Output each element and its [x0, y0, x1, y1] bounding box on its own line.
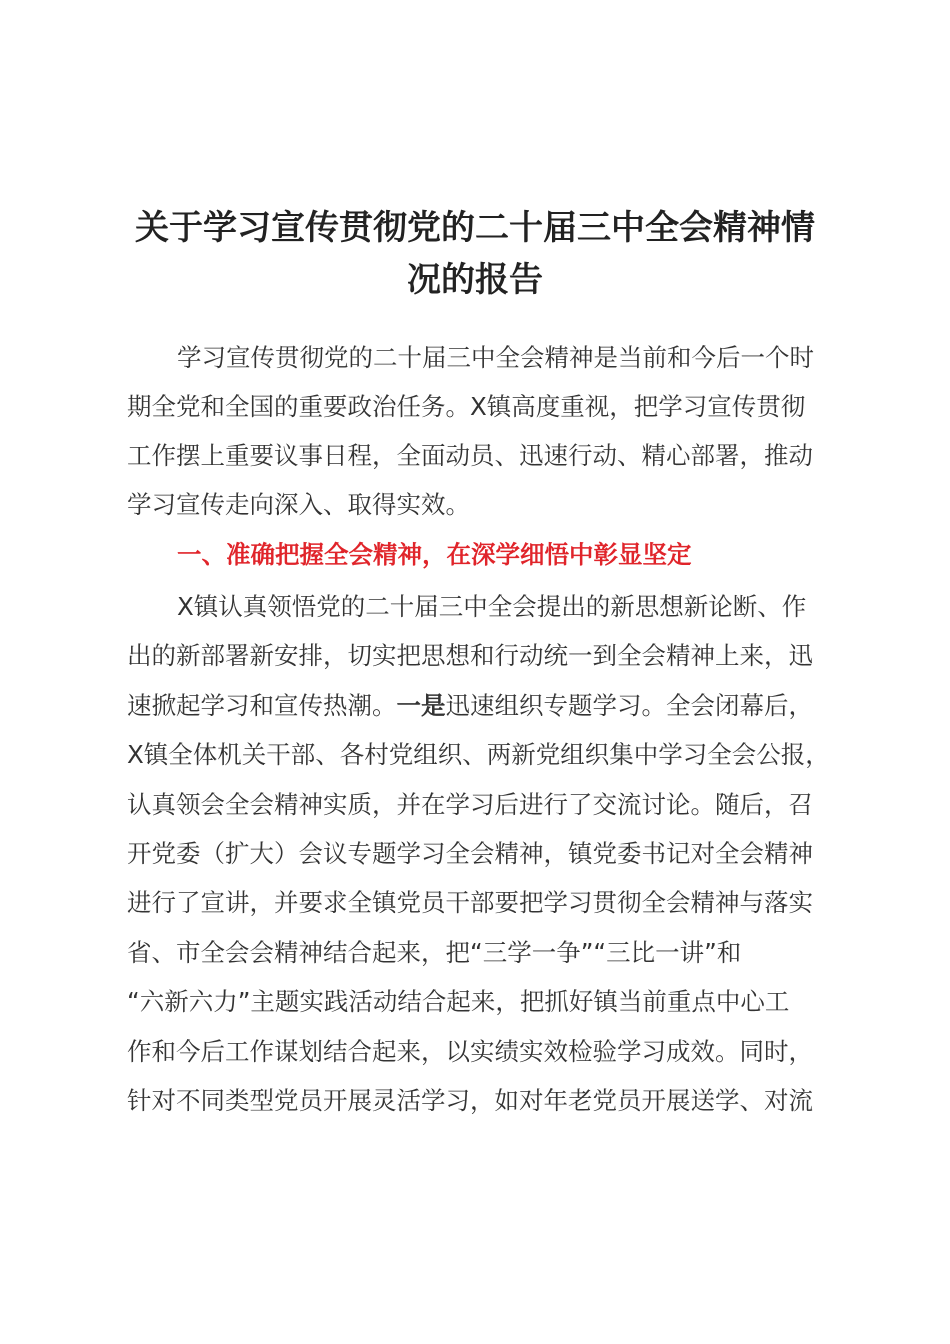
- document-title-line-2: 况的报告: [407, 260, 543, 300]
- section-1-line-4: X镇全体机关干部、各村党组织、两新党组织集中学习全会公报，: [127, 740, 830, 769]
- section-1-line-6: 开党委（扩大）会议专题学习全会精神，镇党委书记对全会精神: [127, 839, 813, 868]
- section-1-line-3-pre: 速掀起学习和宣传热潮。: [127, 691, 397, 720]
- document-title-line-1: 关于学习宣传贯彻党的二十届三中全会精神情: [135, 208, 815, 248]
- intro-line-4: 学习宣传走向深入、取得实效。: [127, 490, 470, 519]
- section-1-line-11: 针对不同类型党员开展灵活学习，如对年老党员开展送学、对流: [127, 1086, 813, 1115]
- intro-line-2: 期全党和全国的重要政治任务。X镇高度重视，把学习宣传贯彻: [127, 392, 806, 421]
- section-1-line-3-post: 迅速组织专题学习。全会闭幕后，: [445, 691, 813, 720]
- section-1-line-5: 认真领会全会精神实质，并在学习后进行了交流讨论。随后，召: [127, 790, 813, 819]
- section-1-line-2: 出的新部署新安排，切实把思想和行动统一到全会精神上来，迅: [127, 641, 813, 670]
- section-1-heading: 一、准确把握全会精神，在深学细悟中彰显坚定: [177, 540, 692, 569]
- section-1-line-3-bold: 一是: [396, 691, 446, 720]
- intro-line-3: 工作摆上重要议事日程，全面动员、迅速行动、精心部署，推动: [127, 441, 813, 470]
- intro-line-1: 学习宣传贯彻党的二十届三中全会精神是当前和今后一个时: [177, 343, 814, 372]
- section-1-line-1: X镇认真领悟党的二十届三中全会提出的新思想新论断、作: [177, 592, 807, 621]
- section-1-line-9: “六新六力”主题实践活动结合起来，把抓好镇当前重点中心工: [127, 987, 790, 1016]
- section-1-line-8: 省、市全会会精神结合起来，把“三学一争”“三比一讲”和: [127, 938, 742, 967]
- section-1-line-10: 作和今后工作谋划结合起来，以实绩实效检验学习成效。同时，: [127, 1037, 813, 1066]
- section-1-line-7: 进行了宣讲，并要求全镇党员干部要把学习贯彻全会精神与落实: [127, 888, 813, 917]
- section-1-line-3: [127, 688, 813, 724]
